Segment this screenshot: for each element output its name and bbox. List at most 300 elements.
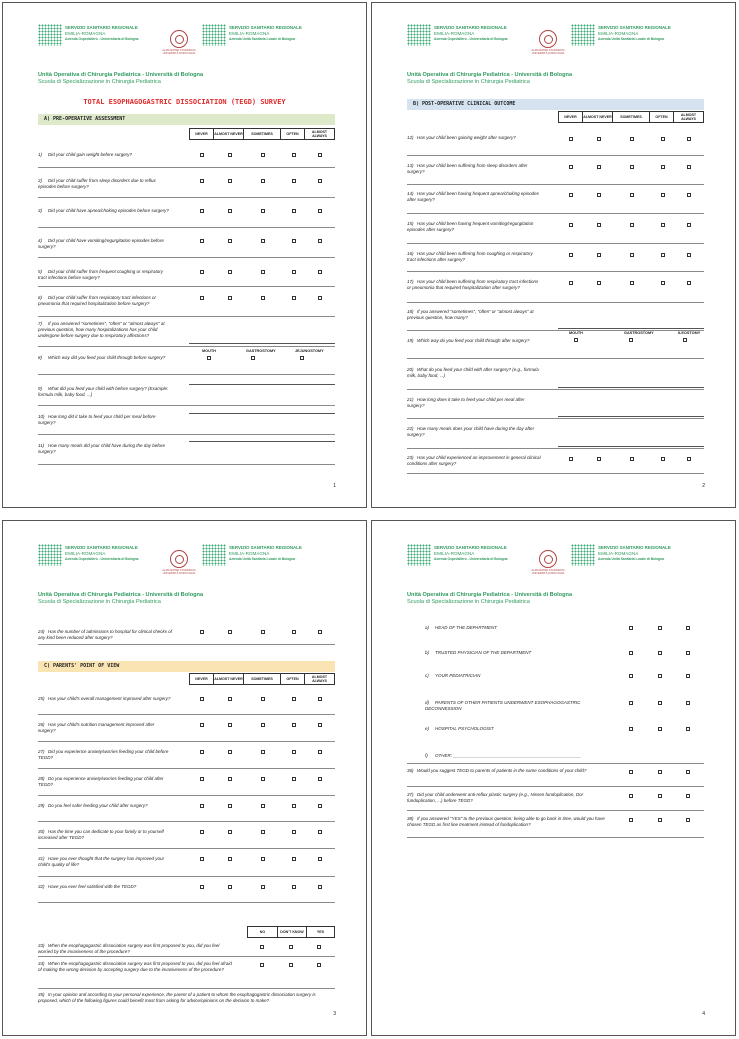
option-label: PARENTS OF OTHER PATIENTS UNDERWENT ESOPHAGOGASTRIC DECONNESSION	[425, 700, 581, 711]
q29-checkbox-5[interactable]	[318, 804, 322, 808]
q27-checkbox-4[interactable]	[292, 750, 296, 754]
question-number: 11)	[38, 443, 45, 448]
seal-caption: ALMA MATER STUDIORUM UNIVERSITÀ DI BOLOGNA	[162, 569, 196, 575]
question-label: In your opinion and according to your personal experience, the parent of a patient to whom the esophagogastric dissociation surgery is proposed, which of the following figures could benefit most from asking for advice/opinions on the decision to make?	[38, 992, 316, 1003]
page-header	[372, 3, 735, 75]
question-number: 12)	[407, 135, 414, 140]
feeding-option-label: JEJUNOSTOMY	[295, 349, 324, 353]
survey-title: TOTAL ESOPHAGOGASTRIC DISSOCIATION (TEGD) SURVEY	[83, 98, 286, 106]
q2-checkbox-4[interactable]	[292, 179, 296, 183]
q29-checkbox-3[interactable]	[261, 804, 265, 808]
question-text	[38, 269, 173, 281]
option-letter: b)	[425, 650, 430, 655]
page-2	[371, 2, 736, 508]
row-divider	[407, 302, 704, 303]
q13-checkbox-3[interactable]	[630, 165, 634, 169]
region-logo-icon	[38, 544, 62, 566]
figa-checkbox-2[interactable]	[658, 626, 662, 630]
fige-checkbox-2[interactable]	[658, 727, 662, 731]
question-number: 33)	[38, 943, 45, 948]
q25-checkbox-1[interactable]	[200, 697, 204, 701]
q2-checkbox-3[interactable]	[261, 179, 265, 183]
row-divider	[38, 316, 335, 317]
question-text	[407, 426, 542, 438]
q6-checkbox-5[interactable]	[318, 296, 322, 300]
q4-checkbox-1[interactable]	[200, 239, 204, 243]
q29-checkbox-1[interactable]	[200, 804, 204, 808]
row-divider	[407, 271, 704, 272]
row-divider	[407, 763, 704, 764]
q23-checkbox-1[interactable]	[569, 457, 573, 461]
q31-checkbox-4[interactable]	[292, 857, 296, 861]
question-label: Have you ever feel satisfied with the TEGD?	[48, 884, 137, 889]
col-never: NEVER	[564, 115, 577, 119]
unit-heading: Unità Operativa di Chirurgia Pediatrica - Università di Bologna Scuola di Specializzazione in Chirurgia Pediatrica	[38, 592, 204, 605]
q28-checkbox-1[interactable]	[200, 777, 204, 781]
feeding-option-checkbox[interactable]	[300, 356, 304, 360]
answer-line[interactable]	[558, 446, 704, 447]
q3-checkbox-5[interactable]	[318, 209, 322, 213]
question-text	[407, 309, 542, 321]
q17-checkbox-4[interactable]	[661, 281, 665, 285]
question-text	[407, 251, 542, 263]
feeding-option-label: GASTROSTOMY	[246, 349, 276, 353]
q30-checkbox-3[interactable]	[261, 830, 265, 834]
question-label: Do you feel safer feeding your child after surgery?	[48, 803, 148, 808]
q15-checkbox-5[interactable]	[687, 223, 691, 227]
row-divider	[38, 405, 335, 406]
q33-checkbox-3[interactable]	[317, 945, 321, 949]
question-text	[38, 152, 173, 158]
question-text	[407, 279, 542, 291]
question-label: Has your child been suffering from coughing or respiratory tract infections after surgery?	[407, 251, 533, 262]
q36-checkbox-3[interactable]	[686, 770, 690, 774]
figb-checkbox-1[interactable]	[629, 651, 633, 655]
col-never: NEVER	[195, 677, 208, 681]
q17-checkbox-3[interactable]	[630, 281, 634, 285]
q6-checkbox-3[interactable]	[261, 296, 265, 300]
q32-checkbox-1[interactable]	[200, 885, 204, 889]
question-text	[38, 629, 173, 641]
figd-checkbox-3[interactable]	[686, 701, 690, 705]
question-text	[38, 776, 173, 788]
q29-checkbox-2[interactable]	[228, 804, 232, 808]
figc-checkbox-2[interactable]	[658, 674, 662, 678]
option-letter: f)	[425, 753, 428, 758]
question-label: Which way did you feed your child through before surgery?	[48, 355, 166, 360]
q24-checkbox-4[interactable]	[292, 630, 296, 634]
hospital-name: SERVIZIO SANITARIO REGIONALE EMILIA-ROMAGNA Azienda Ospedaliero - Universitaria di Bologna	[434, 25, 508, 42]
q30-checkbox-2[interactable]	[228, 830, 232, 834]
q23-checkbox-2[interactable]	[597, 457, 601, 461]
row-divider	[407, 155, 704, 156]
question-label: Has your child experienced an improvement in general clinical conditions after surgery?	[407, 455, 541, 466]
q26-checkbox-5[interactable]	[318, 723, 322, 727]
q26-checkbox-1[interactable]	[200, 723, 204, 727]
q15-checkbox-2[interactable]	[597, 223, 601, 227]
row-divider	[38, 346, 335, 347]
q26-checkbox-4[interactable]	[292, 723, 296, 727]
question-label: If you answered "YES" to the previous question: being able to go back in time, would you have chosen TEGD as first line treatment instead of fundoplication?	[407, 816, 605, 827]
q16-checkbox-3[interactable]	[630, 253, 634, 257]
q38-checkbox-2[interactable]	[658, 818, 662, 822]
q16-checkbox-2[interactable]	[597, 253, 601, 257]
q3-checkbox-4[interactable]	[292, 209, 296, 213]
q12-checkbox-1[interactable]	[569, 137, 573, 141]
question-number: 13)	[407, 163, 414, 168]
question-number: 17)	[407, 279, 414, 284]
question-text	[407, 367, 542, 379]
q17-checkbox-5[interactable]	[687, 281, 691, 285]
q2-checkbox-1[interactable]	[200, 179, 204, 183]
page-header	[372, 521, 735, 593]
row-divider	[407, 418, 704, 419]
q36-checkbox-1[interactable]	[629, 770, 633, 774]
question-number: 38)	[407, 816, 414, 821]
feeding-option-checkbox[interactable]	[251, 356, 255, 360]
q23-checkbox-3[interactable]	[630, 457, 634, 461]
question-number: 3)	[38, 208, 43, 213]
q24-checkbox-1[interactable]	[200, 630, 204, 634]
question-label: Has your child been gaining weight after surgery?	[417, 135, 516, 140]
region-logo-icon	[571, 544, 595, 566]
q30-checkbox-4[interactable]	[292, 830, 296, 834]
q24-checkbox-2[interactable]	[228, 630, 232, 634]
q6-checkbox-1[interactable]	[200, 296, 204, 300]
q34-checkbox-1[interactable]	[260, 963, 264, 967]
answer-line[interactable]	[189, 441, 335, 442]
question-text	[38, 749, 173, 761]
row-divider	[38, 714, 335, 715]
q33-checkbox-1[interactable]	[260, 945, 264, 949]
ausl-name: SERVIZIO SANITARIO REGIONALE EMILIA-ROMAGNA Azienda Unità Sanitaria Locale di Bologna	[598, 25, 671, 42]
row-divider	[38, 197, 335, 198]
q12-checkbox-2[interactable]	[597, 137, 601, 141]
q36-checkbox-2[interactable]	[658, 770, 662, 774]
answer-line[interactable]	[558, 387, 704, 388]
row-divider	[38, 988, 335, 989]
question-label: Would you suggest TEGD to parents of patients in the same conditions of your child?	[417, 768, 587, 773]
q4-checkbox-3[interactable]	[261, 239, 265, 243]
row-divider	[38, 848, 335, 849]
col-almost-always: ALMOST ALWAYS	[673, 112, 703, 122]
question-text	[38, 386, 173, 398]
q1-checkbox-4[interactable]	[292, 153, 296, 157]
q34-checkbox-3[interactable]	[317, 963, 321, 967]
q23-checkbox-4[interactable]	[661, 457, 665, 461]
option-letter: d)	[425, 700, 430, 705]
question-text	[407, 768, 607, 774]
q5-checkbox-3[interactable]	[261, 270, 265, 274]
question-number: 26)	[38, 722, 45, 727]
q5-checkbox-1[interactable]	[200, 270, 204, 274]
q6-checkbox-2[interactable]	[228, 296, 232, 300]
fige-checkbox-1[interactable]	[629, 727, 633, 731]
question-text	[38, 238, 173, 250]
q27-checkbox-1[interactable]	[200, 750, 204, 754]
q37-checkbox-1[interactable]	[629, 794, 633, 798]
row-divider	[407, 786, 704, 787]
row-divider	[38, 286, 335, 287]
answer-line[interactable]	[189, 384, 335, 385]
row-divider	[407, 358, 704, 359]
q32-checkbox-3[interactable]	[261, 885, 265, 889]
university-seal-icon	[539, 30, 557, 48]
q28-checkbox-3[interactable]	[261, 777, 265, 781]
q31-checkbox-3[interactable]	[261, 857, 265, 861]
q15-checkbox-4[interactable]	[661, 223, 665, 227]
q25-checkbox-5[interactable]	[318, 697, 322, 701]
figd-checkbox-1[interactable]	[629, 701, 633, 705]
hospital-name: SERVIZIO SANITARIO REGIONALE EMILIA-ROMAGNA Azienda Ospedaliero - Universitaria di Bologna	[65, 25, 139, 42]
q16-checkbox-5[interactable]	[687, 253, 691, 257]
q38-checkbox-1[interactable]	[629, 818, 633, 822]
q6-checkbox-4[interactable]	[292, 296, 296, 300]
row-divider	[407, 473, 704, 474]
q4-checkbox-5[interactable]	[318, 239, 322, 243]
question-number: 4)	[38, 238, 43, 243]
question-number: 34)	[38, 961, 45, 966]
question-text	[407, 816, 607, 828]
q28-checkbox-2[interactable]	[228, 777, 232, 781]
q30-checkbox-5[interactable]	[318, 830, 322, 834]
option-letter: e)	[425, 726, 430, 731]
ausl-name: SERVIZIO SANITARIO REGIONALE EMILIA-ROMAGNA Azienda Unità Sanitaria Locale di Bologna	[598, 545, 671, 562]
q2-checkbox-2[interactable]	[228, 179, 232, 183]
q27-checkbox-2[interactable]	[228, 750, 232, 754]
figc-checkbox-3[interactable]	[686, 674, 690, 678]
answer-line[interactable]	[558, 328, 704, 329]
figb-checkbox-2[interactable]	[658, 651, 662, 655]
q24-checkbox-3[interactable]	[261, 630, 265, 634]
unit-heading: Unità Operativa di Chirurgia Pediatrica - Università di Bologna Scuola di Specializzazione in Chirurgia Pediatrica	[38, 72, 204, 85]
question-number: 27)	[38, 749, 45, 754]
q25-checkbox-4[interactable]	[292, 697, 296, 701]
seal-caption: ALMA MATER STUDIORUM UNIVERSITÀ DI BOLOGNA	[531, 49, 565, 55]
frequency-column-header	[558, 111, 704, 123]
question-text	[38, 943, 233, 955]
question-label: Did your child underwent anti-reflux plastic surgery (e.g., Nissen fundoplication, Dor fundoplication, ...) before TEGD?	[407, 792, 584, 803]
question-label: Did your child suffer from frequent coughing or respiratory tract infections before surgery?	[38, 269, 164, 280]
question-number: 16)	[407, 251, 414, 256]
region-logo-icon	[571, 24, 595, 46]
q14-checkbox-3[interactable]	[630, 193, 634, 197]
q25-checkbox-2[interactable]	[228, 697, 232, 701]
option-label: HEAD OF THE DEPARTMENT	[435, 625, 498, 630]
q5-checkbox-2[interactable]	[228, 270, 232, 274]
q17-checkbox-2[interactable]	[597, 281, 601, 285]
q32-checkbox-4[interactable]	[292, 885, 296, 889]
col-sometimes: SOMETIMES	[243, 674, 280, 684]
q28-checkbox-4[interactable]	[292, 777, 296, 781]
question-label: What do you feed your child with after surgery? (e.g., formula milk, baby food, ...)	[407, 367, 539, 378]
figd-checkbox-2[interactable]	[658, 701, 662, 705]
q29-checkbox-4[interactable]	[292, 804, 296, 808]
q5-checkbox-5[interactable]	[318, 270, 322, 274]
question-number: 7)	[38, 321, 43, 326]
section-pre-operative: A) PRE-OPERATIVE ASSESSMENT	[38, 114, 335, 125]
feeding-option-checkbox[interactable]	[683, 338, 687, 342]
q1-checkbox-2[interactable]	[228, 153, 232, 157]
figa-checkbox-3[interactable]	[686, 626, 690, 630]
q12-checkbox-3[interactable]	[630, 137, 634, 141]
option-letter: a)	[425, 625, 430, 630]
unit-heading: Unità Operativa di Chirurgia Pediatrica - Università di Bologna Scuola di Specializzazione in Chirurgia Pediatrica	[407, 592, 573, 605]
page-4	[371, 520, 736, 1036]
col-yes: YES	[306, 927, 334, 937]
q31-checkbox-5[interactable]	[318, 857, 322, 861]
q1-checkbox-5[interactable]	[318, 153, 322, 157]
q27-checkbox-5[interactable]	[318, 750, 322, 754]
q38-checkbox-3[interactable]	[686, 818, 690, 822]
q30-checkbox-1[interactable]	[200, 830, 204, 834]
q12-checkbox-4[interactable]	[661, 137, 665, 141]
q26-checkbox-2[interactable]	[228, 723, 232, 727]
question-number: 18)	[407, 309, 414, 314]
question-label: Has the time you can dedicate to your family or to yourself increased after TEGD?	[38, 829, 164, 840]
q1-checkbox-1[interactable]	[200, 153, 204, 157]
question-label: Did you experience anxiety/worries feeding your child before TEGD?	[38, 749, 169, 760]
q32-checkbox-5[interactable]	[318, 885, 322, 889]
fige-checkbox-3[interactable]	[686, 727, 690, 731]
q37-checkbox-2[interactable]	[658, 794, 662, 798]
q14-checkbox-4[interactable]	[661, 193, 665, 197]
feeding-option-checkbox[interactable]	[574, 338, 578, 342]
col-almost-never: ALMOST NEVER	[582, 112, 612, 122]
question-label: Has your child been suffering from respiratory tract infections or pneumonia that required hospitalization after surgery?	[407, 279, 539, 290]
question-label: How long does it take to feed your child per meal after surgery?	[407, 397, 525, 408]
q3-checkbox-2[interactable]	[228, 209, 232, 213]
col-dont-know: DON'T KNOW	[277, 927, 306, 937]
ausl-name: SERVIZIO SANITARIO REGIONALE EMILIA-ROMAGNA Azienda Unità Sanitaria Locale di Bologna	[229, 545, 302, 562]
q31-checkbox-1[interactable]	[200, 857, 204, 861]
q3-checkbox-3[interactable]	[261, 209, 265, 213]
answer-line[interactable]	[558, 416, 704, 417]
q2-checkbox-5[interactable]	[318, 179, 322, 183]
q34-checkbox-2[interactable]	[289, 963, 293, 967]
col-almost-never: ALMOST NEVER	[213, 129, 243, 139]
row-divider	[38, 795, 335, 796]
unit-heading: Unità Operativa di Chirurgia Pediatrica - Università di Bologna Scuola di Specializzazione in Chirurgia Pediatrica	[407, 72, 573, 85]
answer-line[interactable]	[189, 343, 335, 344]
q14-checkbox-1[interactable]	[569, 193, 573, 197]
q32-checkbox-2[interactable]	[228, 885, 232, 889]
question-label: Has your child been suffering from sleep disorders after surgery?	[407, 163, 528, 174]
answer-line[interactable]	[189, 413, 335, 414]
question-label: Have you ever thought that the surgery has improved your child's quality of life?	[38, 856, 165, 867]
q4-checkbox-4[interactable]	[292, 239, 296, 243]
col-often: OFTEN	[649, 112, 673, 122]
q5-checkbox-4[interactable]	[292, 270, 296, 274]
question-label: Has your child been having frequent apnea/choking episodes after surgery?	[407, 191, 539, 202]
q13-checkbox-5[interactable]	[687, 165, 691, 169]
q16-checkbox-4[interactable]	[661, 253, 665, 257]
row-divider	[38, 167, 335, 168]
section-post-operative: B) POST-OPERATIVE CLINICAL OUTCOME	[407, 99, 704, 110]
frequency-column-header	[189, 128, 335, 140]
question-number: 15)	[407, 221, 414, 226]
question-text	[407, 338, 542, 344]
q3-checkbox-1[interactable]	[200, 209, 204, 213]
question-label: Did your child gain weight before surgery?	[48, 152, 133, 157]
advisor-option	[425, 650, 615, 656]
page-header	[3, 3, 366, 75]
q23-checkbox-5[interactable]	[687, 457, 691, 461]
question-label: Did your child have apnea/choking episodes before surgery?	[48, 208, 169, 213]
question-text	[407, 221, 542, 233]
row-divider	[407, 810, 704, 811]
question-text	[38, 856, 173, 868]
q31-checkbox-2[interactable]	[228, 857, 232, 861]
q37-checkbox-3[interactable]	[686, 794, 690, 798]
q15-checkbox-1[interactable]	[569, 223, 573, 227]
q24-checkbox-5[interactable]	[318, 630, 322, 634]
question-text	[38, 961, 233, 973]
feeding-option-checkbox[interactable]	[207, 356, 211, 360]
university-seal-icon	[170, 550, 188, 568]
ausl-name: SERVIZIO SANITARIO REGIONALE EMILIA-ROMAGNA Azienda Unità Sanitaria Locale di Bologna	[229, 25, 302, 42]
question-label: How long did it take to feed your child per meal before surgery?	[38, 414, 156, 425]
figc-checkbox-1[interactable]	[629, 674, 633, 678]
page-number: 3	[333, 1011, 336, 1017]
hospital-name: SERVIZIO SANITARIO REGIONALE EMILIA-ROMAGNA Azienda Ospedaliero - Universitaria di Bologna	[65, 545, 139, 562]
feeding-option-checkbox[interactable]	[629, 338, 633, 342]
row-divider	[38, 434, 335, 435]
question-number: 5)	[38, 269, 43, 274]
q12-checkbox-5[interactable]	[687, 137, 691, 141]
row-divider	[407, 837, 704, 838]
q17-checkbox-1[interactable]	[569, 281, 573, 285]
q15-checkbox-3[interactable]	[630, 223, 634, 227]
q28-checkbox-5[interactable]	[318, 777, 322, 781]
q13-checkbox-4[interactable]	[661, 165, 665, 169]
q27-checkbox-3[interactable]	[261, 750, 265, 754]
question-number: 31)	[38, 856, 45, 861]
hospital-name: SERVIZIO SANITARIO REGIONALE EMILIA-ROMAGNA Azienda Ospedaliero - Universitaria di Bologna	[434, 545, 508, 562]
question-number: 23)	[407, 455, 414, 460]
col-almost-always: ALMOST ALWAYS	[304, 129, 334, 139]
figa-checkbox-1[interactable]	[629, 626, 633, 630]
question-label: Did your child have vomiting/regurgitation episodes before surgery?	[38, 238, 164, 249]
q13-checkbox-2[interactable]	[597, 165, 601, 169]
feeding-option-label: MOUTH	[569, 331, 583, 335]
page-3	[2, 520, 367, 1036]
q13-checkbox-1[interactable]	[569, 165, 573, 169]
q25-checkbox-3[interactable]	[261, 697, 265, 701]
question-label: Has your child been having frequent vomiting/regurgitation episodes after surgery?	[407, 221, 534, 232]
question-number: 19)	[407, 338, 414, 343]
question-number: 10)	[38, 414, 45, 419]
q14-checkbox-5[interactable]	[687, 193, 691, 197]
question-label: Did your child suffer from respiratory tract infections or pneumonia that required hospitalization before surgery?	[38, 295, 157, 306]
q14-checkbox-2[interactable]	[597, 193, 601, 197]
row-divider	[38, 902, 335, 903]
q4-checkbox-2[interactable]	[228, 239, 232, 243]
col-sometimes: SOMETIMES	[612, 112, 649, 122]
option-label: HOSPITAL PSYCHOLOGIST	[435, 726, 494, 731]
q26-checkbox-3[interactable]	[261, 723, 265, 727]
question-text	[38, 803, 173, 809]
q33-checkbox-2[interactable]	[289, 945, 293, 949]
page-number: 1	[333, 483, 336, 489]
figb-checkbox-3[interactable]	[686, 651, 690, 655]
question-number: 28)	[38, 776, 45, 781]
question-label: How many meals did your child have during the day before surgery?	[38, 443, 166, 454]
q16-checkbox-1[interactable]	[569, 253, 573, 257]
advisor-option	[425, 673, 615, 679]
question-label: How many meals does your child have during the day after surgery?	[407, 426, 535, 437]
q1-checkbox-3[interactable]	[261, 153, 265, 157]
